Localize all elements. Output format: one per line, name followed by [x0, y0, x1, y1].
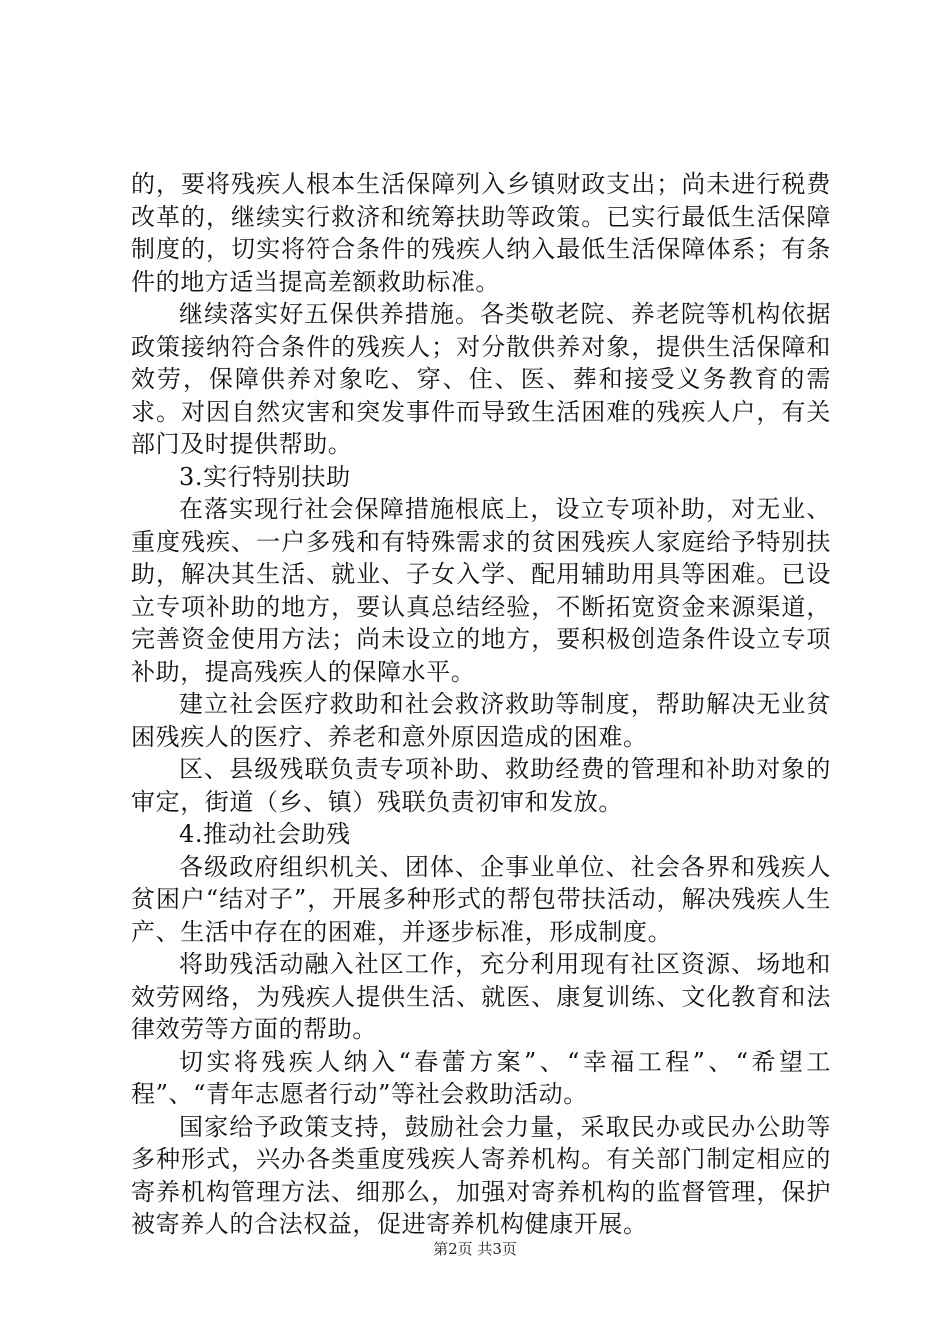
paragraph: 各级政府组织机关、团体、企事业单位、社会各界和残疾人贫困户“结对子”，开展多种形式的帮包带扶活动，解决残疾人生产、生活中存在的困难，并逐步标准，形成制度。 — [131, 852, 831, 946]
paragraph: 继续落实好五保供养措施。各类敬老院、养老院等机构依据政策接纳符合条件的残疾人；对分散供养对象，提供生活保障和效劳，保障供养对象吃、穿、住、医、葬和接受义务教育的需求。对因自然灾害和突发事件而导致生活困难的残疾人户，有关部门及时提供帮助。 — [131, 300, 831, 458]
section-heading: 4.推动社会助残 — [179, 820, 351, 848]
document-body — [131, 168, 831, 1241]
paragraph: 切实将残疾人纳入“春蕾方案”、“幸福工程”、“希望工程”、“青年志愿者行动”等社会救助活动。 — [131, 1047, 831, 1108]
paragraph: 将助残活动融入社区工作，充分利用现有社区资源、场地和效劳网络，为残疾人提供生活、就医、康复训练、文化教育和法律效劳等方面的帮助。 — [131, 950, 831, 1043]
paragraph: 在落实现行社会保障措施根底上，设立专项补助，对无业、重度残疾、一户多残和有特殊需求的贫困残疾人家庭给予特别扶助，解决其生活、就业、子女入学、配用辅助用具等困难。已设立专项补助的地方，要认真总结经验，不断拓宽资金来源渠道，完善资金使用方法；尚未设立的地方，要积极创造条件设立专项补助，提高残疾人的保障水平。 — [131, 495, 831, 686]
paragraph: 建立社会医疗救助和社会救济救助等制度，帮助解决无业贫困残疾人的医疗、养老和意外原因造成的困难。 — [131, 690, 831, 751]
paragraph-continuation: 的，要将残疾人根本生活保障列入乡镇财政支出；尚未进行税费改革的，继续实行救济和统筹扶助等政策。已实行最低生活保障制度的，切实将符合条件的残疾人纳入最低生活保障体系；有条件的地方适当提高差额救助标准。 — [131, 170, 831, 296]
section-heading: 3.实行特别扶助 — [179, 462, 351, 491]
paragraph: 国家给予政策支持，鼓励社会力量，采取民办或民办公助等多种形式，兴办各类重度残疾人寄养机构。有关部门制定相应的寄养机构管理方法、细那么，加强对寄养机构的监督管理，保护被寄养人的合法权益，促进寄养机构健康开展。 — [131, 1112, 831, 1238]
paragraph: 区、县级残联负责专项补助、救助经费的管理和补助对象的审定，街道（乡、镇）残联负责初审和发放。 — [131, 755, 831, 816]
page-footer: 第2页 共3页 — [433, 1240, 517, 1258]
